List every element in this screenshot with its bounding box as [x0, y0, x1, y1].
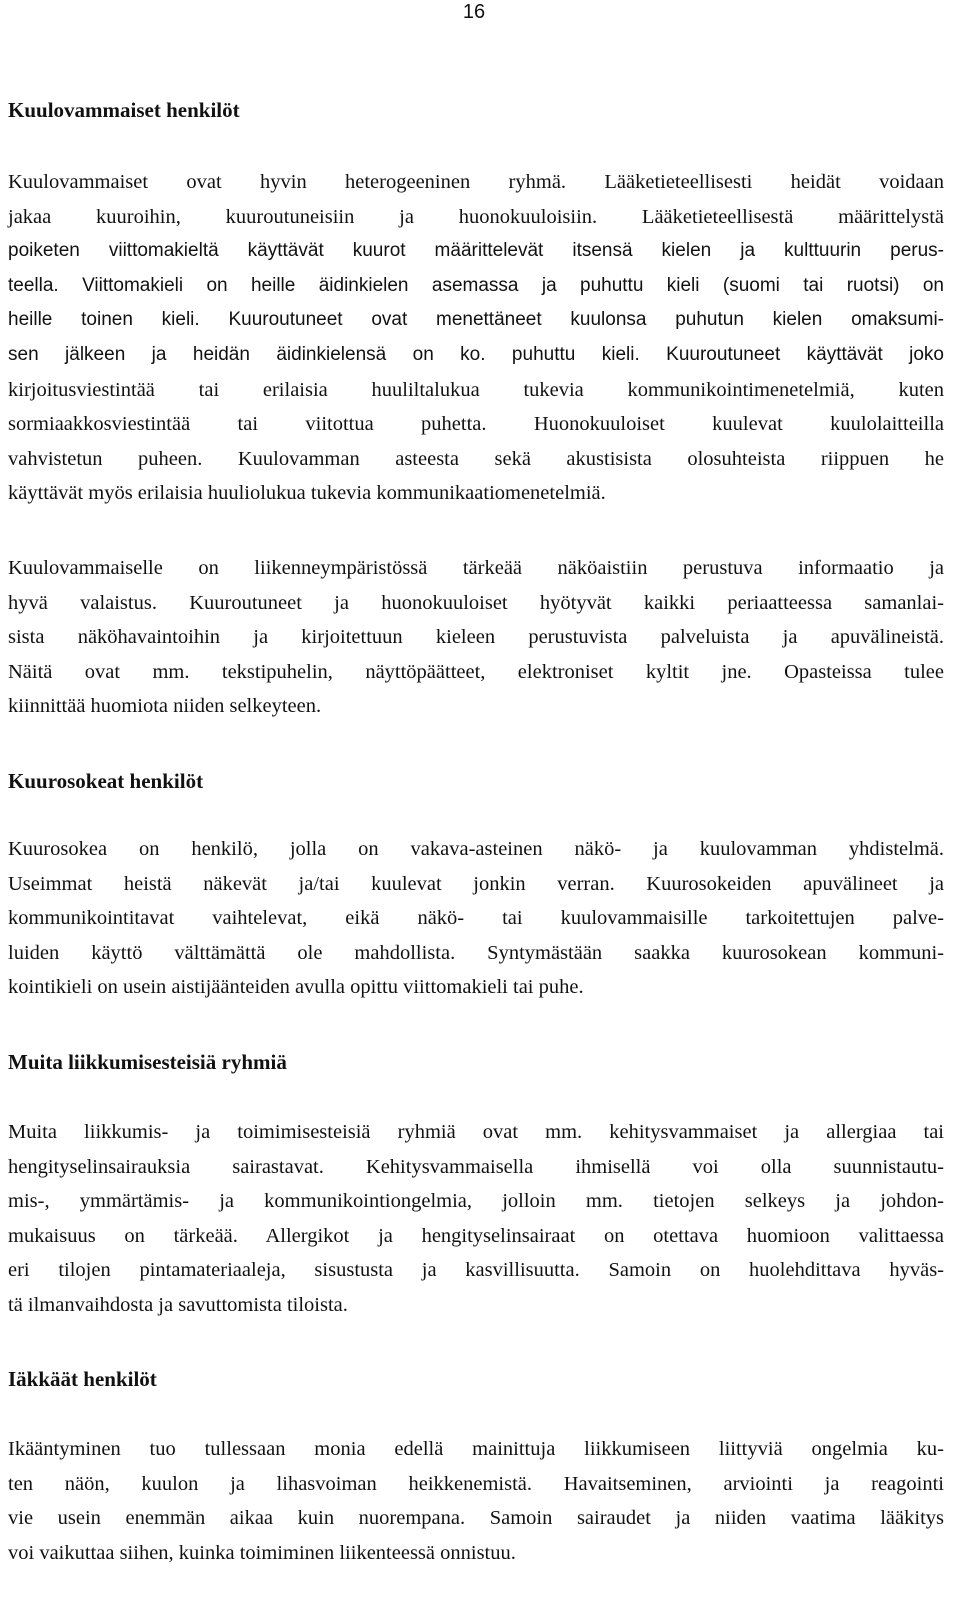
text-line: Useimmat heistä näkevät ja/tai kuulevat jonkin verran. Kuurosokeiden apuvälineet ja [8, 872, 944, 895]
text-line: kirjoitusviestintää tai erilaisia huuliltalukua tukevia kommunikointimenetelmiä, kuten [8, 378, 944, 401]
text-line: jakaa kuuroihin, kuuroutuneisiin ja huonokuuloisiin. Lääketieteellisestä määrittelystä [8, 205, 944, 228]
section-heading-muita-ryhmia: Muita liikkumisesteisiä ryhmiä [8, 1050, 287, 1074]
paragraph-muita-ryhmia [8, 1115, 944, 1323]
text-line: kointikieli on usein aistijäänteiden avulla opittu viittomakieli tai puhe. [8, 976, 584, 999]
text-line: mukaisuus on tärkeää. Allergikot ja hengityselinsairaat on otettava huomioon valittaessa [8, 1224, 944, 1247]
text-line: sista näköhavaintoihin ja kirjoitettuun kieleen perustuvista palveluista ja apuvälineistä. [8, 626, 944, 649]
text-line: Kuulovammaiselle on liikenneympäristössä tärkeää näköaistiin perustuva informaatio ja [8, 557, 944, 579]
page-number: 16 [462, 1, 486, 23]
text-line: Kuulovammaiset ovat hyvin heterogeeninen ryhmä. Lääketieteellisesti heidät voidaan [8, 171, 944, 193]
text-line: hengityselinsairauksia sairastavat. Kehitysvammaisella ihmisellä voi olla suunnistautu- [8, 1155, 944, 1178]
text-line: kiinnittää huomiota niiden selkeyteen. [8, 695, 322, 718]
text-line: käyttävät myös erilaisia huuliolukua tukevia kommunikaatiomenetelmiä. [8, 482, 606, 505]
text-line: ten näön, kuulon ja lihasvoiman heikkenemistä. Havaitseminen, arviointi ja reagointi [8, 1472, 944, 1495]
text-line: sormiaakkosviestintää tai viitottua puhetta. Huonokuuloiset kuulevat kuulolaitteilla [8, 413, 944, 436]
text-line: Kuurosokea on henkilö, jolla on vakava-asteinen näkö- ja kuulovamman yhdistelmä. [8, 838, 944, 860]
paragraph-kuulovammaiset-2 [8, 551, 944, 724]
text-line: eri tilojen pintamateriaaleja, sisustusta ja kasvillisuutta. Samoin on huolehdittava hyväs- [8, 1259, 944, 1282]
text-line: Näitä ovat mm. tekstipuhelin, näyttöpäätteet, elektroniset kyltit jne. Opasteissa tulee [8, 660, 944, 683]
text-line: mis-, ymmärtämis- ja kommunikointiongelmia, jolloin mm. tietojen selkeys ja johdon- [8, 1190, 944, 1213]
text-line: Ikääntyminen tuo tullessaan monia edellä mainittuja liikkumiseen liittyviä ongelmia ku- [8, 1438, 944, 1460]
text-line: kommunikointitavat vaihtelevat, eikä näkö- tai kuulovammaisille tarkoitettujen palve- [8, 907, 944, 930]
text-line: sen jälkeen ja heidän äidinkielensä on ko. puhuttu kieli. Kuuroutuneet käyttävät joko [8, 343, 944, 365]
section-heading-iakkaat: Iäkkäät henkilöt [8, 1367, 157, 1391]
paragraph-kuulovammaiset-1 [8, 165, 944, 511]
text-line: Muita liikkumis- ja toimimisesteisiä ryhmiä ovat mm. kehitysvammaiset ja allergiaa tai [8, 1121, 944, 1143]
paragraph-kuurosokeat [8, 832, 944, 1005]
section-heading-kuurosokeat: Kuurosokeat henkilöt [8, 769, 204, 793]
text-line: vahvistetun puheen. Kuulovamman asteesta sekä akustisista olosuhteista riippuen he [8, 447, 944, 470]
text-line: tä ilmanvaihdosta ja savuttomista tiloista. [8, 1293, 348, 1316]
section-heading-kuulovammaiset: Kuulovammaiset henkilöt [8, 98, 240, 122]
text-line: teella. Viittomakieli on heille äidinkielen asemassa ja puhuttu kieli (suomi tai ruotsi) on [8, 274, 944, 296]
text-line: hyvä valaistus. Kuuroutuneet ja huonokuuloiset hyötyvät kaikki periaatteessa samanlai- [8, 591, 944, 614]
text-line: poiketen viittomakieltä käyttävät kuurot määrittelevät itsensä kielen ja kulttuurin perus- [8, 240, 944, 262]
text-line: voi vaikuttaa siihen, kuinka toimiminen liikenteessä onnistuu. [8, 1541, 516, 1564]
text-line: vie usein enemmän aikaa kuin nuorempana. Samoin sairaudet ja niiden vaatima lääkitys [8, 1507, 944, 1530]
text-line: luiden käyttö välttämättä ole mahdollista. Syntymästään saakka kuurosokean kommuni- [8, 941, 944, 964]
text-line: heille toinen kieli. Kuuroutuneet ovat menettäneet kuulonsa puhutun kielen omaksumi- [8, 309, 944, 331]
paragraph-iakkaat [8, 1432, 944, 1570]
